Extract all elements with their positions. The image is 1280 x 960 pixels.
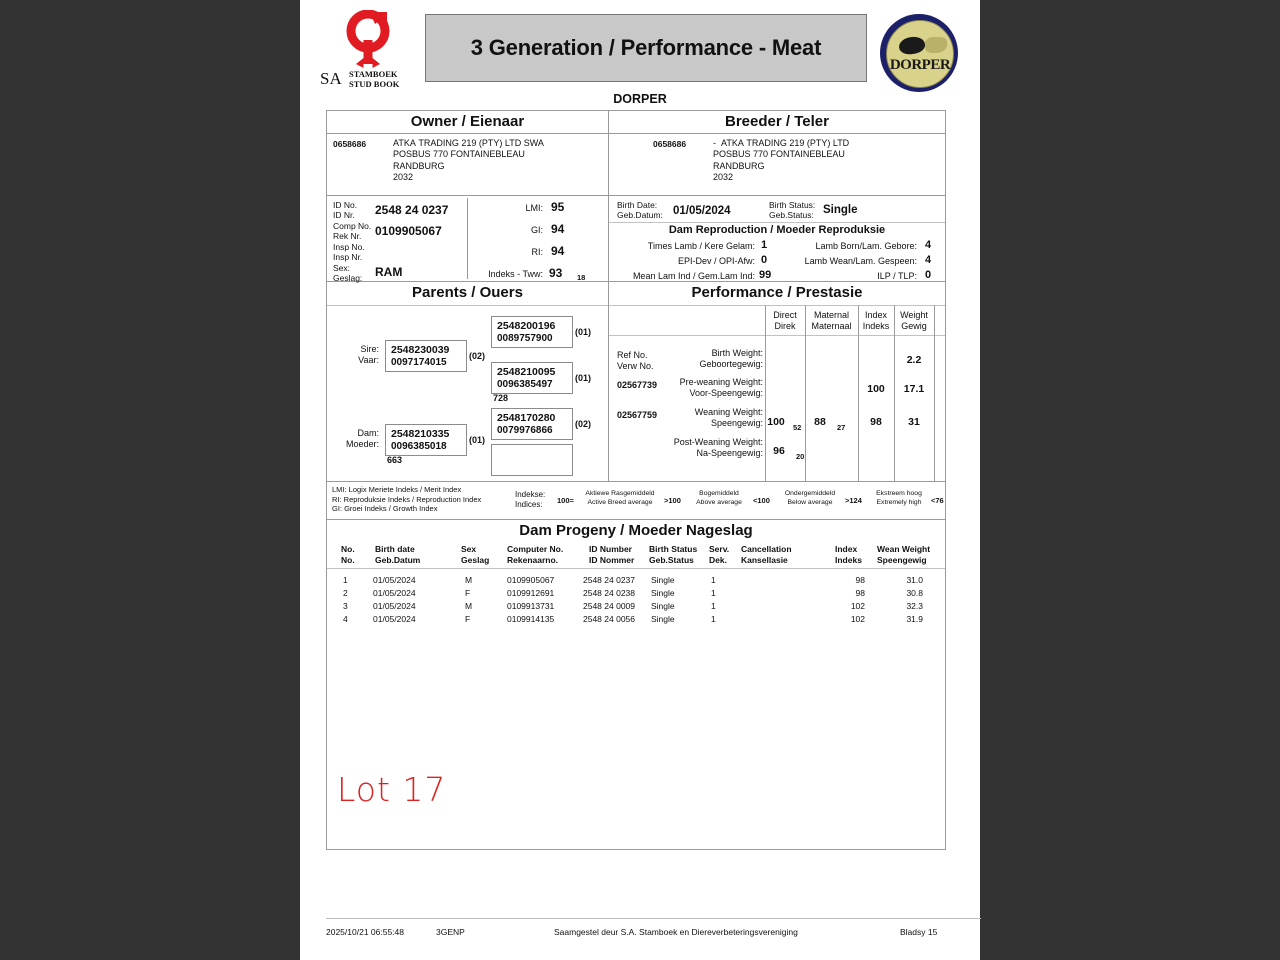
progeny-row-1-serv: 1 <box>711 575 716 585</box>
birth-divider <box>609 222 945 223</box>
progeny-row-4-no: 4 <box>343 614 348 624</box>
grandparent-2-name: 728 <box>493 393 509 403</box>
dorper-map-icon <box>925 37 947 53</box>
performance-row-3-direct-sub: 52 <box>793 423 802 432</box>
times-lamb-label: Times Lamb / Kere Gelam: <box>647 241 755 251</box>
progeny-row-3-id-number: 2548 24 0009 <box>583 601 635 611</box>
birth-status-value: Single <box>823 204 858 216</box>
breeder-code: 0658686 <box>653 139 687 149</box>
owner-heading-cell <box>326 110 609 134</box>
sa-ram-arrow-icon <box>342 10 394 68</box>
identity-birth-row <box>326 196 946 282</box>
parents-performance-row <box>326 282 946 482</box>
document-header <box>300 0 980 106</box>
grandparent-2-id: 2548210095 <box>497 366 556 378</box>
progeny-header-birth-date: Birth date Geb.Datum <box>375 544 421 565</box>
identity-divider <box>467 198 468 279</box>
performance-row-3-weight: 31 <box>908 416 920 428</box>
progeny-header-sex: Sex Geslag <box>461 544 490 565</box>
progeny-row-2-birth-status: Single <box>651 588 675 598</box>
tww-value: 93 <box>549 266 563 280</box>
ilp-value: 0 <box>925 269 932 281</box>
grandparent-2-comp-no: 0096385497 <box>497 379 553 390</box>
progeny-header-index: Index Indeks <box>835 544 862 565</box>
sire-tag: (02) <box>469 351 486 361</box>
progeny-row-2-index: 98 <box>855 588 865 598</box>
gi-value: 94 <box>551 222 565 236</box>
owner-breeder-body-row <box>326 134 946 196</box>
owner-breeder-heading-row <box>326 110 946 134</box>
ri-label: RI: <box>531 247 543 257</box>
performance-row-3-maternal: 88 <box>814 416 826 428</box>
dam-tag: (01) <box>469 435 486 445</box>
sa-stamboek-logo <box>318 10 414 92</box>
progeny-row-2-computer-no: 0109912691 <box>507 588 555 598</box>
legend-op-5: <76 <box>931 496 944 505</box>
grandparent-3-comp-no: 0079976866 <box>497 425 553 436</box>
legend-section <box>326 482 946 520</box>
progeny-row-3-sex: M <box>465 601 473 611</box>
mean-lam-label: Mean Lam Ind / Gem.Lam Ind: <box>632 271 755 281</box>
performance-row-4-direct: 96 <box>773 445 785 457</box>
dam-comp-no: 0096385018 <box>391 441 447 452</box>
dorper-breed-logo <box>878 12 964 98</box>
epi-dev-label: EPI-Dev / OPI-Afw: <box>677 256 755 266</box>
progeny-row-4-index: 102 <box>850 614 865 624</box>
report-title-banner <box>425 14 867 82</box>
progeny-row-4-birth-date: 01/05/2024 <box>373 614 416 624</box>
footer-divider <box>326 918 981 919</box>
owner-heading: Owner / Eienaar <box>410 113 525 130</box>
comp-no-value: 0109905067 <box>375 224 442 238</box>
progeny-row-1-birth-status: Single <box>651 575 675 585</box>
performance-row-2-ref: 02567739 <box>617 380 658 390</box>
progeny-row-1-wean-weight: 31.0 <box>906 575 923 585</box>
progeny-row-2-wean-weight: 30.8 <box>906 588 923 598</box>
lmi-label: LMI: <box>525 203 543 213</box>
footer-page-number: Bladsy 15 <box>900 927 938 937</box>
dorper-logo-wordmark: DORPER <box>889 57 951 73</box>
progeny-row-3-computer-no: 0109913731 <box>507 601 555 611</box>
progeny-row-3-birth-date: 01/05/2024 <box>373 601 416 611</box>
parents-heading: Parents / Ouers <box>412 284 523 301</box>
progeny-header-serv: Serv. Dek. <box>709 544 730 565</box>
progeny-row-3-serv: 1 <box>711 601 716 611</box>
breeder-heading: Breeder / Teler <box>725 113 829 130</box>
footer-timestamp: 2025/10/21 06:55:48 <box>326 927 404 937</box>
birth-status-label: Birth Status: Geb.Status: <box>769 200 816 220</box>
sa-logo-text <box>318 68 414 92</box>
progeny-row-4-serv: 1 <box>711 614 716 624</box>
progeny-header-cancellation: Cancellation Kansellasie <box>741 544 792 565</box>
performance-row-3-index: 98 <box>870 416 882 428</box>
breeder-heading-cell <box>609 110 946 134</box>
progeny-row-1-birth-date: 01/05/2024 <box>373 575 416 585</box>
identity-block <box>326 196 609 282</box>
progeny-row-1-id-number: 2548 24 0237 <box>583 575 635 585</box>
performance-row-2-label: Pre-weaning Weight: Voor-Speengewig: <box>679 377 763 398</box>
sire-comp-no: 0097174015 <box>391 357 447 368</box>
dam-label: Dam: Moeder: <box>345 428 379 449</box>
tww-label: Indeks - Tww: <box>488 269 543 279</box>
progeny-row-3-index: 102 <box>850 601 865 611</box>
progeny-row-4-id-number: 2548 24 0056 <box>583 614 635 624</box>
progeny-row-3-no: 3 <box>343 601 348 611</box>
sa-logo-abbr: SA <box>320 69 342 88</box>
sire-box <box>385 340 467 372</box>
progeny-row-2-sex: F <box>465 588 471 598</box>
grandparent-1-id: 2548200196 <box>497 320 556 332</box>
performance-row-1-label: Birth Weight: Geboortegewig: <box>699 348 763 369</box>
id-no-label: ID No. ID Nr. <box>333 200 358 220</box>
grandparent-box-3 <box>491 408 573 440</box>
sire-label: Sire: Vaar: <box>358 344 379 365</box>
performance-heading: Performance / Prestasie <box>691 284 863 301</box>
legend-item-4: Ekstreem hoog Extremely high <box>876 490 922 506</box>
performance-row-3-label: Weaning Weight: Speengewig: <box>694 407 763 428</box>
dam-box <box>385 424 467 456</box>
breeder-address: - ATKA TRADING 219 (PTY) LTD POSBUS 770 FONTAINEBLEAU RANDBURG 2032 <box>713 138 850 183</box>
epi-dev-value: 0 <box>761 254 768 266</box>
birth-date-label: Birth Date: Geb.Datum: <box>617 200 663 220</box>
footer-report-code: 3GENP <box>436 927 465 937</box>
progeny-header-id-number: ID Number ID Nommer <box>589 544 635 565</box>
legend-item-3: Ondergemiddeld Below average <box>784 490 836 506</box>
breed-name: DORPER <box>613 92 667 106</box>
progeny-header-birth-status: Birth Status Geb.Status <box>649 544 698 565</box>
legend-item-2: Bogemiddeld Above average <box>696 490 742 506</box>
progeny-title: Dam Progeny / Moeder Nageslag <box>519 522 753 539</box>
legend-op-2: >100 <box>664 496 681 505</box>
progeny-row-3-birth-status: Single <box>651 601 675 611</box>
progeny-header-no: No. No. <box>341 544 355 565</box>
performance-col-header-weight: Weight Gewig <box>900 310 928 331</box>
lamb-born-value: 4 <box>925 239 932 251</box>
performance-ref-label: Ref No. Verw No. <box>617 350 654 371</box>
progeny-header-computer-no: Computer No. Rekenaarno. <box>507 544 564 565</box>
progeny-section <box>326 520 946 850</box>
birth-date-value: 01/05/2024 <box>673 205 731 217</box>
progeny-row-4-sex: F <box>465 614 471 624</box>
sex-label: Sex: Geslag: <box>333 263 363 283</box>
mean-lam-value: 99 <box>759 269 772 281</box>
progeny-row-1-no: 1 <box>343 575 348 585</box>
dam-name: 663 <box>387 455 403 465</box>
legend-indices-label: Indekse: Indices: <box>515 490 546 509</box>
tww-subscript: 18 <box>577 273 586 282</box>
lamb-wean-value: 4 <box>925 254 932 266</box>
sa-logo-subtitle: STAMBOEK STUD BOOK <box>349 69 400 89</box>
report-title: 3 Generation / Performance - Meat <box>470 35 822 60</box>
grandparent-box-4 <box>491 444 573 476</box>
performance-row-2-index: 100 <box>867 383 885 395</box>
performance-col-divider-5 <box>934 305 935 481</box>
performance-col-header-maternal: Maternal Maternaal <box>811 310 852 331</box>
grandparent-3-tag: (02) <box>575 419 592 429</box>
dam-id: 2548210335 <box>391 428 450 440</box>
legend-item-1: Aktiewe Rasgemiddeld Active Breed average <box>585 490 655 506</box>
performance-row-3-maternal-sub: 27 <box>837 423 846 432</box>
progeny-row-4-computer-no: 0109914135 <box>507 614 555 624</box>
grandparent-1-comp-no: 0089757900 <box>497 333 553 344</box>
document-page <box>300 0 980 960</box>
progeny-row-1-computer-no: 0109905067 <box>507 575 555 585</box>
legend-abbreviations: LMI: Logix Meriete Indeks / Merit Index RI: Reproduksie Indeks / Reproduction Index GI: Groei Indeks / Growth Index <box>332 485 482 513</box>
legend-op-1: 100= <box>557 496 574 505</box>
insp-no-label: Insp No. Insp Nr. <box>333 242 365 262</box>
times-lamb-value: 1 <box>761 239 768 251</box>
progeny-row-2-no: 2 <box>343 588 348 598</box>
progeny-row-1-index: 98 <box>855 575 865 585</box>
performance-row-3-ref: 02567759 <box>617 410 658 420</box>
owner-block <box>326 134 609 196</box>
footer-attribution: Saamgestel deur S.A. Stamboek en Diereverbeteringsvereniging <box>554 927 798 937</box>
legend-op-3: <100 <box>753 496 770 505</box>
performance-row-2-weight: 17.1 <box>903 383 925 395</box>
performance-col-header-direct: Direct Direk <box>773 310 797 331</box>
performance-row-4-label: Post-Weaning Weight: Na-Speengewig: <box>673 437 763 458</box>
gi-label: GI: <box>530 225 543 235</box>
id-no-value: 2548 24 0237 <box>375 203 449 217</box>
legend-op-4: >124 <box>845 496 862 505</box>
dam-reproduction-title: Dam Reproduction / Moeder Reproduksie <box>668 224 886 236</box>
parents-divider <box>327 305 608 306</box>
performance-row-3-direct: 100 <box>767 416 785 428</box>
sire-id: 2548230039 <box>391 344 450 356</box>
grandparent-box-1 <box>491 316 573 348</box>
comp-no-label: Comp No. Rek Nr. <box>333 221 372 241</box>
progeny-header-wean-weight: Wean Weight Speengewig <box>877 544 931 565</box>
performance-section <box>609 282 946 482</box>
ilp-label: ILP / TLP: <box>877 271 917 281</box>
performance-row-1-weight: 2.2 <box>906 354 922 366</box>
dorper-sheep-head-icon <box>898 35 926 55</box>
performance-col-header-index: Index Indeks <box>862 310 890 331</box>
ri-value: 94 <box>551 244 565 258</box>
dorper-logo-inner <box>886 20 954 88</box>
lamb-born-label: Lamb Born/Lam. Gebore: <box>815 241 917 251</box>
progeny-row-2-id-number: 2548 24 0238 <box>583 588 635 598</box>
lot-annotation: Lot 17 <box>337 770 447 809</box>
progeny-row-2-birth-date: 01/05/2024 <box>373 588 416 598</box>
progeny-row-3-wean-weight: 32.3 <box>906 601 923 611</box>
progeny-row-4-birth-status: Single <box>651 614 675 624</box>
progeny-row-2-serv: 1 <box>711 588 716 598</box>
grandparent-1-tag: (01) <box>575 327 592 337</box>
progeny-header-divider <box>327 568 945 569</box>
grandparent-3-id: 2548170280 <box>497 412 556 424</box>
grandparent-box-2 <box>491 362 573 394</box>
birth-block <box>609 196 946 282</box>
progeny-row-4-wean-weight: 31.9 <box>906 614 923 624</box>
breeder-block <box>609 134 946 196</box>
owner-code: 0658686 <box>333 139 367 149</box>
grandparent-2-tag: (01) <box>575 373 592 383</box>
lmi-value: 95 <box>551 200 565 214</box>
owner-address: ATKA TRADING 219 (PTY) LTD SWA POSBUS 770 FONTAINEBLEAU RANDBURG 2032 <box>393 138 544 183</box>
performance-row-4-direct-sub: 20 <box>796 452 805 461</box>
sex-value: RAM <box>375 265 403 279</box>
report-body <box>326 110 946 850</box>
parents-section <box>326 282 609 482</box>
progeny-row-1-sex: M <box>465 575 473 585</box>
lamb-wean-label: Lamb Wean/Lam. Gespeen: <box>804 256 917 266</box>
